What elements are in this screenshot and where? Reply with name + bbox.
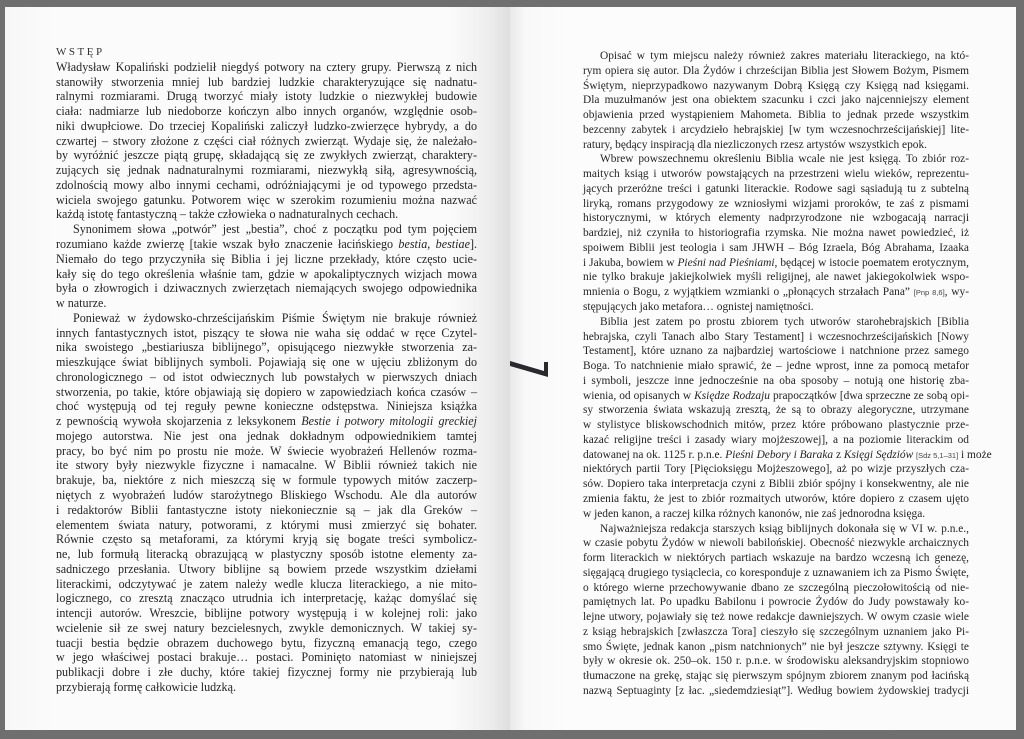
text-segment: z pewnością wywoła skojarzenia z leksykonem <box>56 414 302 429</box>
text-line: stworzenia, po takie, które objawiają się dopiero w zapowiedziach końca czasów – <box>56 384 477 399</box>
text-line: Testament], które uznano za najbardziej wartościowe i natchnione przez samego <box>583 345 969 358</box>
text-segment: i Jakuba, bowiem w <box>583 256 678 269</box>
text-line: nie tylko brakuje jakiejkolwiek myśli religijnej, ale nawet jakiegokolwiek wspo- <box>583 271 969 284</box>
text-line: chronologicznego – od istot odwiecznych lub powstałych w pierwszych dniach <box>56 369 477 384</box>
text-segment: , będącej w istocie poematem erotycznym, <box>774 256 969 269</box>
italic-title: Księdze Rodzaju <box>694 389 770 402</box>
text-segment: , wy- <box>944 286 969 299</box>
italic-title: Pieśni nad Pieśniami <box>677 256 775 269</box>
text-line: innych fantastycznych istot, piszący te słowa nie waha się oddać w ręce Czytel- <box>56 325 477 340</box>
italic-title: Bestie i potwory mitologii greckiej <box>301 414 477 429</box>
text-line: Biblia jest zatem po prostu zbiorem tych utworów starohebrajskich [Biblia <box>600 315 969 328</box>
text-line <box>583 256 969 271</box>
text-line: bardziej, niż czyniła to historiografia rzymska. Nie można nawet powiedzieć, iż <box>583 227 969 240</box>
rotated-seven-glyph-icon <box>506 355 552 385</box>
text-line: pamiętnych lat. Po upadku Babilonu i powrocie Żydów do Judy powstawały ko- <box>583 596 969 609</box>
text-line: zmienia faktu, że jest to zbiór rozmaitych utworów, które dopiero z czasem ujęto <box>583 492 969 505</box>
text-line: czwartej – stwory złożone z części ciał różnych zwierząt. Wydaje się, że należało- <box>56 133 477 148</box>
text-line: sadniczego przesłania. Utwory biblijne są bowiem przede wszystkim dziełami <box>56 561 477 576</box>
left-page-text <box>56 45 477 695</box>
text-line: każdą istotę fantastyczną – także człowieka o nadnaturalnych cechach. <box>56 207 399 222</box>
text-line: tłumaczone na grekę, stając się pierwszym spójnym zbiorem znanym pod łacińską <box>583 670 969 683</box>
text-line: w stylistyce bliskowschodnich mitów, przez które próbowano plastycznie prze- <box>583 419 969 432</box>
paragraph <box>56 222 477 311</box>
text-line: by wyróżnić jeszcze piątą grupę, składającą się ze zwykłych zwierząt, charaktery- <box>56 148 477 163</box>
text-segment: mnienia o Bogu, z wyjątkiem wzmianki o „płonących strzałach Pana” <box>583 286 914 299</box>
text-line: historycznymi, w których elementy nadprzyrodzone nie wzbogacają narracji <box>583 212 969 225</box>
text-line: nazwą Septuaginty [z łac. „siedemdziesiąt”]. Według bowiem żydowskiej tradycji <box>583 684 969 697</box>
text-line: choć występują od tej reguły pewne konieczne odstępstwa. Niniejsza książka <box>56 399 477 414</box>
text-line: smo Święte, jednak kanon „pism natchnionych” nie był jeszcze sztywny. Księgi te <box>583 640 969 653</box>
paragraph <box>56 60 477 222</box>
text-line: ite stwory były niezwykle fizyczne i namacalne. W Biblii również takich nie <box>56 458 477 473</box>
text-line: ratury, będący inspiracją dla niezliczonych rzesz artystów wszystkich epok. <box>583 138 928 151</box>
text-line: przybierają formę całkowicie ludzką. <box>56 679 236 694</box>
text-line: tuacji bestia będzie obrazem duchowego bytu, fizyczną emanacją tego, czego <box>56 635 477 650</box>
text-line: brakuje, ba, niektóre z nich mieszczą się w formule typowych mitów zaczerp- <box>56 473 477 488</box>
text-line: maitych ksiąg i utworów powstających na przestrzeni wielu wieków, reprezentu- <box>583 168 969 181</box>
text-line <box>56 237 477 252</box>
text-line: niętych z wyobrażeń ludów starożytnego Bliskiego Wschodu. Ale dla autorów <box>56 488 477 502</box>
paragraph <box>583 522 969 699</box>
text-line: ne, lub formułą literacką obrazującą w plastyczny sposób istotne elementy za- <box>56 547 477 562</box>
text-line: Wbrew powszechnemu określeniu Biblia wcale nie jest księgą. To zbiór roz- <box>600 153 969 166</box>
bible-reference: [Sdz 5,1–31] <box>916 450 959 460</box>
text-line: Synonimem słowa „potwór” jest „bestia”, choć z początku pod tym pojęciem <box>73 222 477 237</box>
text-line: zdolnością mowy albo innymi cechami, odróżniającymi je od typowego przedsta- <box>56 177 477 192</box>
text-line: publikacji dobre i złe duchy, które takiej fizycznej formy nie przybierają lub <box>56 665 477 680</box>
text-line <box>583 285 969 300</box>
text-segment: prapoczątków [dwa sprzeczne ze sobą opi- <box>769 389 969 402</box>
paragraph <box>583 152 969 314</box>
text-line: lejne utwory, pojawiały się też nowe redakcje dawniejszych. W owym czasie wiele <box>583 611 969 624</box>
text-line: spoiwem Biblii jest teologia i sam JHWH – Bóg Izraela, Bóg Abrahama, Izaaka <box>583 241 969 254</box>
text-segment: i może <box>958 448 992 461</box>
text-line: w jego właściwej postaci brakuje… postaci. Pominięto natomiast w niniejszej <box>56 650 477 665</box>
text-line: sów. Dopiero taka interpretacja czyni z Biblii zbiór spójny i konsekwentny, ale nie <box>583 478 969 491</box>
text-line: w jeden kanon, a raczej kilka różnych kanonów, nie zaś jednorodna księga. <box>583 507 926 520</box>
text-line: rym opiera się autor. Dla Żydów i chrześcijan Biblia jest Słowem Bożym, Pismem <box>583 64 969 77</box>
text-line: Opisać w tym miejscu należy również zakres materiału literackiego, na któ- <box>600 50 969 62</box>
text-line: z ksiąg hebrajskich [zwłaszcza Tora] cieszyło się szczególnym uznaniem jako Pi- <box>583 625 969 638</box>
text-line: hebrajska, czyli Tanach albo Stary Testament] i wczesnochrześcijańskich [Nowy <box>583 330 969 343</box>
text-line: wiciela swojego gatunku. Potworem więc w szerokim rozumieniu można nazwać <box>56 192 477 207</box>
text-line: Równie często są metaforami, za którymi kryją się bogate treści symbolicz- <box>56 532 477 547</box>
bible-reference: [Pnp 8,6] <box>913 288 945 298</box>
text-line <box>583 448 992 463</box>
text-line: mojego autorstwa. Nie jest ona jednak dokładnym odpowiednikiem tamtej <box>56 428 477 443</box>
text-line: Świętym, nieprzypadkowo nazywanym Dobrą Księgą czy Księgą nad księgami. <box>583 79 969 92</box>
text-line: bezcenny zabytek i arcydzieło hebrajskiej [w tym wczesnochrześcijańskiej] lite- <box>583 123 969 136</box>
text-line: pracy, bo być nim po prostu nie może. W świecie wyobrażeń Hellenów rozma- <box>56 443 477 458</box>
italic-title: bestia, bestiae <box>398 236 470 251</box>
text-line: literackimi, odczytywać je zatem należy wedle klucza literackiego, a nie mito- <box>56 576 477 591</box>
text-line: ralnymi rozmiarami. Drugą tworzyć miały istoty ludzkie o niezwykłej budowie <box>56 89 477 104</box>
text-line: Boga. To natchnienie miało sprawić, że – jedne wprost, inne za pomocą metafor <box>583 360 969 373</box>
text-line: nika swoistego „bestiariusza biblijnego”, opisującego niezwykłe stworzenia za- <box>56 340 477 355</box>
text-segment: rozumiano każde zwierzę [takie wszak było znaczenie łacińskiego <box>56 236 399 251</box>
section-heading: WSTĘP <box>56 46 105 58</box>
text-line: w naturze. <box>56 296 107 311</box>
text-line <box>583 389 969 404</box>
text-line: elementem świata natury, potworami, z którymi musi zmierzyć się bohater. <box>56 517 477 532</box>
text-line: i symboli, jeszcze inne jednocześnie na oba sposoby – notują one historię zba- <box>583 374 969 387</box>
text-line: o którego wierne przechowywanie dbano ze szczególną pieczołowitością od nie- <box>583 581 969 594</box>
text-line: i redaktorów Biblii fantastyczne istoty niekoniecznie są – jak dla Greków – <box>56 502 477 517</box>
text-line: intencji autorów. Wreszcie, biblijne potwory występują i w kolejnej roli: jako <box>56 606 477 621</box>
text-line: niki dwupłciowe. Do trzeciej Kopaliński zaliczył ludzko-zwierzęce hybrydy, a do <box>56 118 477 133</box>
text-line: mieszkujące świat biblijnych symboli. Pojawiają się one w ujęciu zbliżonym do <box>56 355 477 370</box>
text-line: jących przeróżne treści i gatunki literackie. Rodowe sagi sąsiadują tu z subtelną <box>583 182 969 195</box>
text-line: wcielenie sił ze swej natury bezcielesnych, zwykle demonicznych. W takiej sy- <box>56 620 477 635</box>
text-line: Władysław Kopaliński podzielił niegdyś potwory na cztery grupy. Pierwszą z nich <box>56 59 477 74</box>
text-line: Dla muzułmanów jest ona obiektem szacunku i czci jako najcenniejszy element <box>583 94 969 107</box>
text-line: niektórych partii Tory [Pięcioksięgu Mojżeszowego], aż po wizje przyszłych cza- <box>583 463 969 476</box>
text-line: sięgającą drugiego tysiąclecia, co koresponduje z uznawaniem ich za Pismo Święte, <box>583 566 969 579</box>
text-line: Ponieważ w żydowsko-chrześcijańskim Piśmie Świętym nie brakuje również <box>73 310 477 325</box>
text-line: logicznego, co zresztą znacząco utrudnia ich interpretację, każąc domyślać się <box>56 591 477 606</box>
text-line: były w okresie ok. 250–ok. 150 r. p.n.e. w środowisku aleksandryjskim stopniowo <box>583 655 969 668</box>
text-line: Najważniejsza redakcja starszych ksiąg biblijnych dokonała się w VI w. p.n.e., <box>600 522 969 535</box>
text-line: w czasie pobytu Żydów w niewoli babilońskiej. Obecność niezwykle archaicznych <box>583 537 969 550</box>
text-segment: wienia, od opisanych w <box>583 389 695 402</box>
right-page-text <box>583 49 992 699</box>
text-line: sy stworzenia świata wskazują zresztą, że są to obrazy alegoryczne, utrzymane <box>583 404 969 417</box>
text-line: stępujących jako metafora… ognistej namiętności. <box>583 301 814 314</box>
text-line: była o złowrogich i dziwacznych zwierzętach niemających swojego odpowiednika <box>56 281 477 296</box>
paragraph <box>583 49 969 152</box>
text-segment: datowanej na ok. 1125 r. p.n.e. <box>583 448 726 461</box>
text-line: liryką, romans przygodowy ze wzniosłymi wizjami proroków, te zaś z pismami <box>583 197 969 210</box>
text-line: kazać religijne treści i zasady wiary mojżeszowej], a na poziomie literackim od <box>583 433 969 446</box>
italic-title: Pieśni Debory i Baraka <box>725 448 834 461</box>
text-line: kały się do tego określenia właśnie tam, gdzie w apokaliptycznych wizjach mowa <box>56 266 477 281</box>
italic-title: Księgi Sędziów <box>843 448 914 461</box>
text-line: objawienia przed wystąpieniem Mahometa. Biblia to jednak przede wszystkim <box>583 109 969 122</box>
paragraph <box>56 311 477 695</box>
text-line: form literackich w niektórych partiach wskazuje na bardzo wczesną ich genezę, <box>583 552 969 565</box>
paragraph <box>583 315 992 522</box>
text-segment: z <box>833 448 844 461</box>
text-line <box>56 414 477 429</box>
text-line: ciała: nadmiarze lub niedoborze kończyn albo innych organów, względnie osob- <box>56 104 477 119</box>
text-line: zujących się jednak nadnaturalnymi rozmiarami, niezwykłą siłą, agresywnością, <box>56 163 477 178</box>
text-line: Niemało do tego przyczyniła się Biblia i jej liczne przekłady, które często ucie- <box>56 251 477 266</box>
text-line: stanowiły stworzenia mniej lub bardziej ludzkie charakteryzujące się nadnatu- <box>56 74 477 89</box>
text-segment: ]. <box>469 236 477 251</box>
